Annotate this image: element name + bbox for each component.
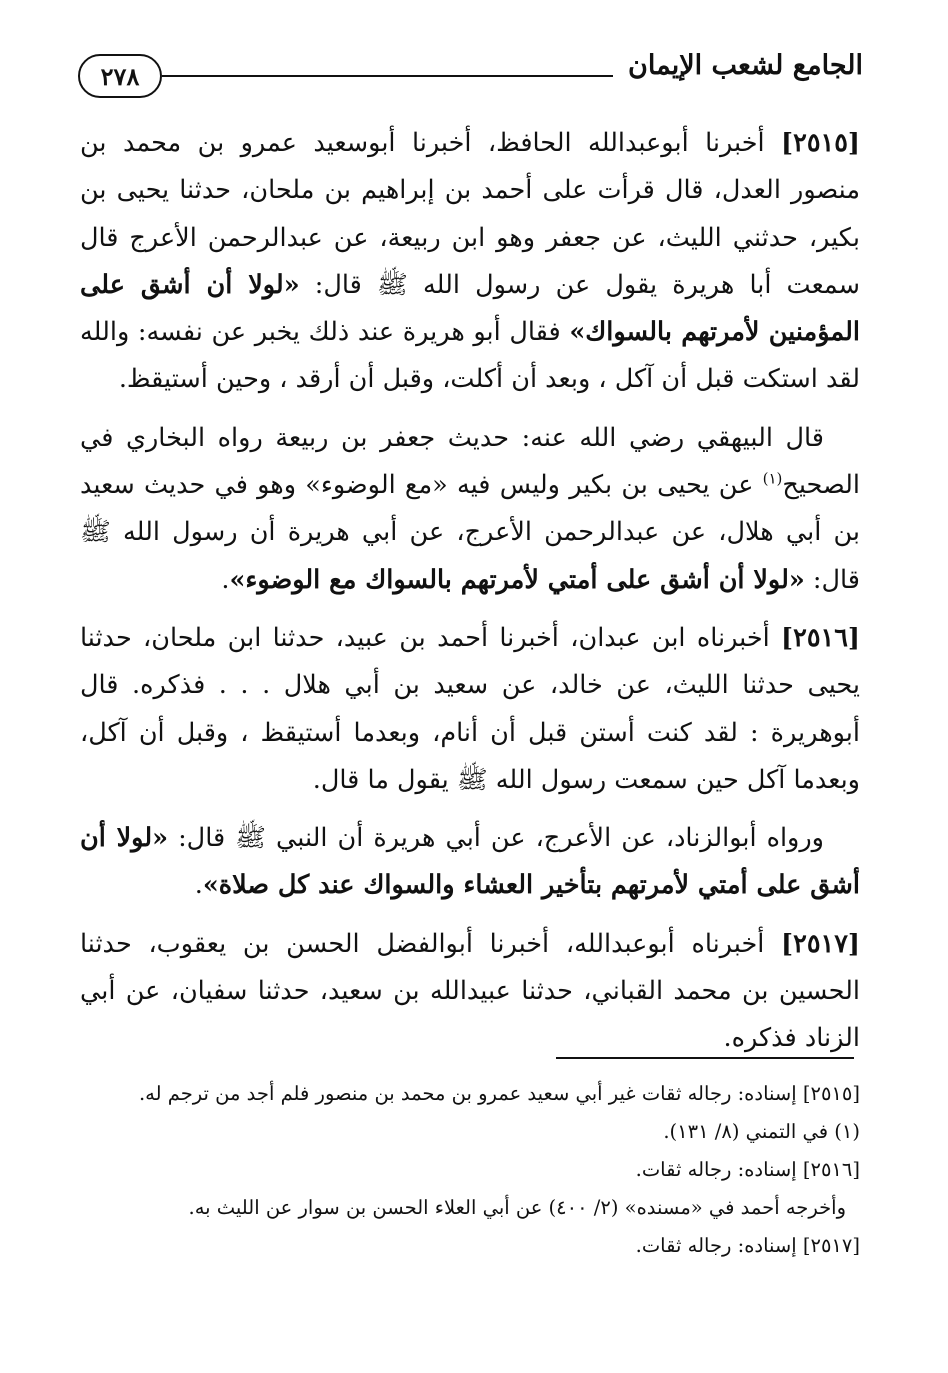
comment-text: . xyxy=(221,564,230,595)
footnote-separator xyxy=(556,1057,854,1059)
hadith-number: [٢٥١٧] xyxy=(781,928,860,959)
hadith-2516 xyxy=(80,615,860,804)
footnote-2517: [٢٥١٧] إسناده: رجاله ثقات. xyxy=(635,1234,860,1257)
main-text xyxy=(80,120,860,1063)
footnote-marker: (١) xyxy=(762,469,783,488)
hadith-2515 xyxy=(80,120,860,404)
hadith-number: [٢٥١٥] xyxy=(781,128,860,158)
abuzinad-narration xyxy=(80,815,860,910)
hadith-number: [٢٥١٦] xyxy=(781,622,860,653)
hadith-text: أخبرناه ابن عبدان، أخبرنا أحمد بن عبيد، حدثنا ابن ملحان، حدثنا يحيى حدثنا الليث، عن خالد، عن سعيد بن أبي هلال . . . فذكره. قال أبوهريرة : لقد كنت أستن قبل أن أنام، وبعدما أستيقظ ، وقبل أن آكل، وبعدما آكل حين سمعت رسول الله ﷺ يقول ما قال. xyxy=(80,622,860,795)
footnote-2516-extra: وأخرجه أحمد في «مسنده» (٢/ ٤٠٠) عن أبي العلاء الحسن بن سوار عن الليث به. xyxy=(188,1196,846,1219)
footnotes xyxy=(80,1075,860,1265)
page-header xyxy=(78,44,863,100)
header-rule xyxy=(162,75,613,77)
running-title: الجامع لشعب الإيمان xyxy=(628,50,863,81)
footnote-1: (١) في التمني (٨/ ١٣١). xyxy=(663,1120,860,1143)
comment-text: قال البيهقي رضي الله عنه: حديث جعفر بن ربيعة رواه البخاري في الصحيح xyxy=(80,422,860,501)
hadith-quote: «لولا أن أشق على المؤمنين لأمرتهم بالسواك» xyxy=(80,269,860,348)
narration-text: . xyxy=(194,870,203,901)
hadith-text: فقال أبو هريرة عند ذلك يخبر عن نفسه: والله لقد استكت قبل أن آكل ، وبعد أن أكلت، وقبل أن أرقد ، وحين أستيقظ. xyxy=(80,317,860,395)
footnote-2516: [٢٥١٦] إسناده: رجاله ثقات. xyxy=(635,1158,860,1181)
hadith-2517 xyxy=(80,921,860,1063)
hadith-text: أخبرنا أبوعبدالله الحافظ، أخبرنا أبوسعيد عمرو بن محمد بن منصور العدل، قال قرأت على أحمد بن إبراهيم بن ملحان، حدثنا يحيى بن بكير، حدثني الليث، عن جعفر وهو ابن ربيعة، عن عبدالرحمن الأعرج قال سمعت أبا هريرة يقول عن رسول الله ﷺ قال: xyxy=(80,128,861,300)
narration-text: ورواه أبوالزناد، عن الأعرج، عن أبي هريرة أن النبي ﷺ قال: xyxy=(168,823,824,854)
hadith-quote: «لولا أن أشق على أمتي لأمرتهم بتأخير العشاء والسواك عند كل صلاة» xyxy=(80,823,860,901)
hadith-quote: «لولا أن أشق على أمتي لأمرتهم بالسواك مع الوضوء» xyxy=(229,564,805,595)
footnote-2515: [٢٥١٥] إسناده: رجاله ثقات غير أبي سعيد عمرو بن محمد بن منصور فلم أجد من ترجم له. xyxy=(138,1082,860,1105)
page-number-badge: ٢٧٨ xyxy=(78,54,162,98)
bayhaqi-comment xyxy=(80,415,860,604)
hadith-text: أخبرناه أبوعبدالله، أخبرنا أبوالفضل الحسن بن يعقوب، حدثنا الحسين بن محمد القباني، حدثنا عبيدالله بن سعيد، حدثنا سفيان، عن أبي الزناد فذكره. xyxy=(80,928,860,1054)
comment-text: عن يحيى بن بكير وليس فيه «مع الوضوء» وهو في حديث سعيد بن أبي هلال، عن عبدالرحمن الأعرج، عن أبي هريرة أن رسول الله ﷺ قال: xyxy=(80,470,860,595)
